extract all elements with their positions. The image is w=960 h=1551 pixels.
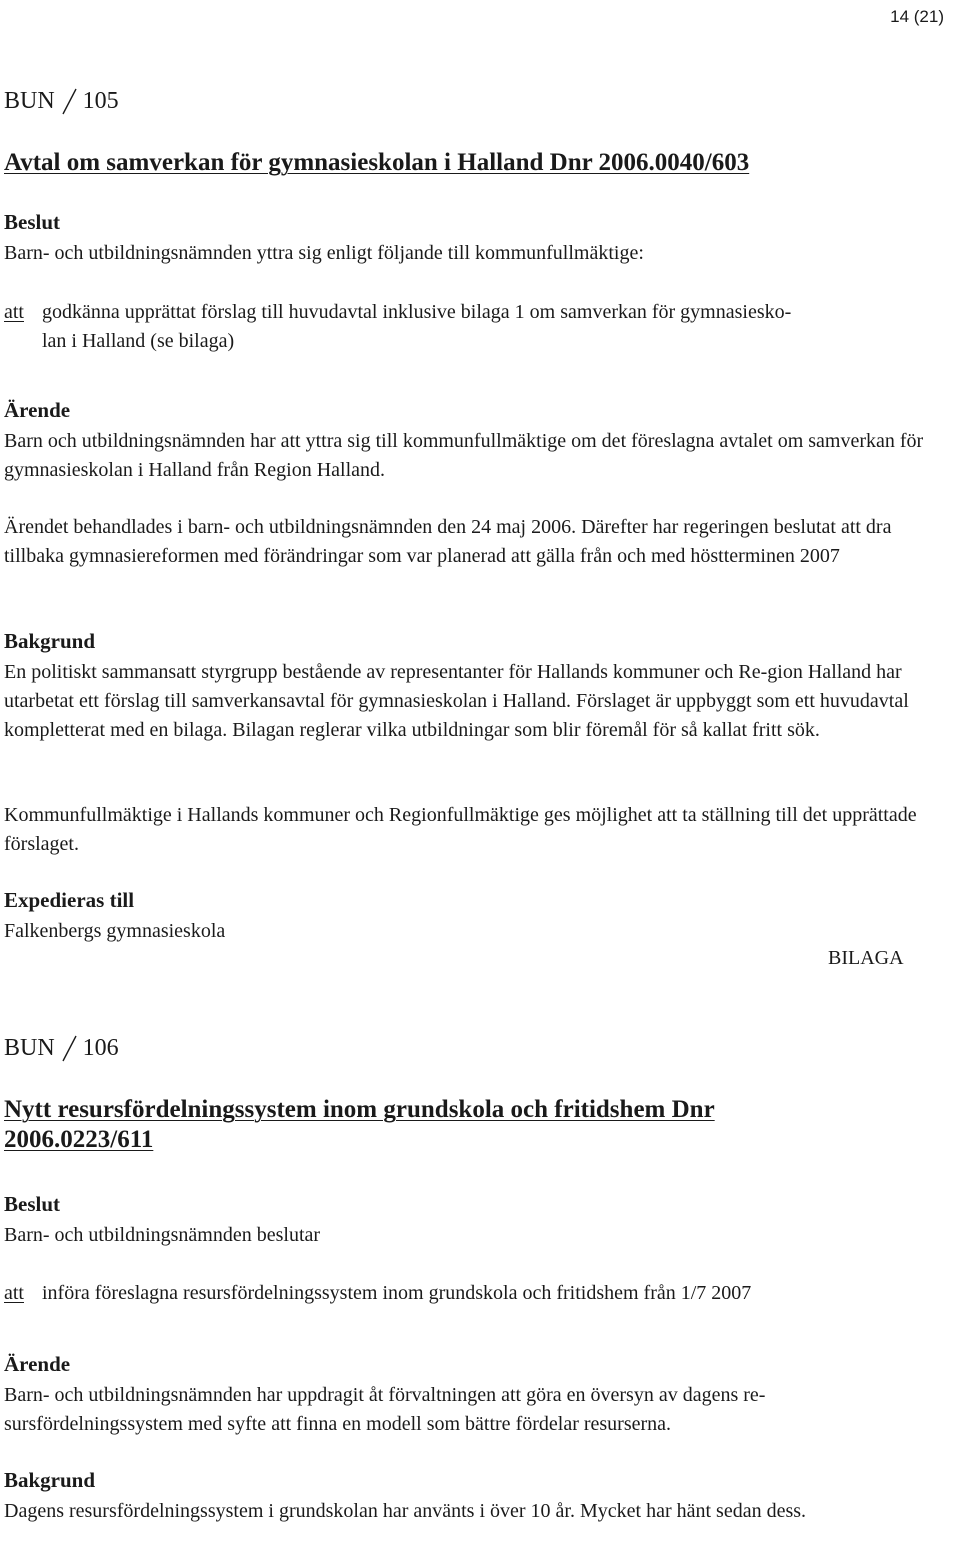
bun-number: 105	[82, 88, 119, 114]
item-title: Avtal om samverkan för gymnasieskolan i Halland Dnr 2006.0040/603	[4, 149, 750, 176]
bakgrund-paragraph: En politiskt sammansatt styrgrupp bestående av representanter för Hallands kommuner och Re-gion Halland har utarbetat ett förslag till samverkansavtal för gymnasieskolan i Halland. Förslaget är uppbyggt som ett huvudavtal kompletterat med en bilaga. Bilagan reglerar vilka utbildningar som blir föremål för så kallat fritt sök.	[4, 661, 909, 741]
bilaga-label: BILAGA	[828, 947, 904, 969]
beslut-text: Barn- och utbildningsnämnden yttra sig enligt följande till kommunfullmäktige:	[4, 242, 644, 264]
decision-clause	[4, 1279, 932, 1308]
decision-text: införa föreslagna resursfördelningssystem inom grundskola och fritidshem från 1/7 2007	[42, 1282, 752, 1304]
bakgrund-heading: Bakgrund	[4, 629, 96, 653]
arende-paragraph: Barn- och utbildningsnämnden har uppdragit åt förvaltningen att göra en översyn av dagens re-sursfördelningssystem med syfte att finna en modell som bättre fördelar resurserna.	[4, 1384, 766, 1435]
page-number: 14 (21)	[890, 7, 944, 26]
decision-text-line1: godkänna upprättat förslag till huvudavtal inklusive bilaga 1 om samverkan för gymnasiesko-	[42, 301, 792, 323]
bun-number: 106	[82, 1035, 119, 1061]
bakgrund-paragraph: Dagens resursfördelningssystem i grundskolan har använts i över 10 år. Mycket har hänt sedan dess.	[4, 1500, 807, 1522]
beslut-heading: Beslut	[4, 1192, 61, 1216]
decision-text-line2: lan i Halland (se bilaga)	[42, 330, 235, 352]
bakgrund-heading: Bakgrund	[4, 1468, 96, 1492]
arende-heading: Ärende	[4, 1352, 71, 1376]
paragraph-number-105	[4, 86, 932, 116]
beslut-text: Barn- och utbildningsnämnden beslutar	[4, 1224, 321, 1246]
section-slash-icon	[55, 86, 83, 116]
decision-clause	[4, 298, 932, 356]
bun-prefix: BUN	[4, 1035, 55, 1061]
att-word: att	[4, 1282, 24, 1304]
att-word: att	[4, 301, 24, 323]
arende-paragraph: Barn och utbildningsnämnden har att yttra sig till kommunfullmäktige om det föreslagna avtalet om samverkan för gymnasieskolan i Halland från Region Halland.	[4, 430, 924, 481]
section-slash-icon	[55, 1033, 83, 1063]
item-title: Nytt resursfördelningssystem inom grundskola och fritidshem Dnr 2006.0223/611	[4, 1096, 715, 1153]
expedieras-text: Falkenbergs gymnasieskola	[4, 920, 226, 942]
arende-heading: Ärende	[4, 398, 71, 422]
beslut-heading: Beslut	[4, 210, 61, 234]
bakgrund-paragraph-2: Kommunfullmäktige i Hallands kommuner och Regionfullmäktige ges möjlighet att ta ställning till det upprättade förslaget.	[4, 804, 917, 855]
paragraph-number-106	[4, 1033, 932, 1063]
expedieras-heading: Expedieras till	[4, 888, 135, 912]
bun-prefix: BUN	[4, 88, 55, 114]
arende-paragraph-2: Ärendet behandlades i barn- och utbildningsnämnden den 24 maj 2006. Därefter har regeringen beslutat att dra tillbaka gymnasiereformen med förändringar som var planerad att gälla från och med höstterminen 2007	[4, 516, 892, 567]
